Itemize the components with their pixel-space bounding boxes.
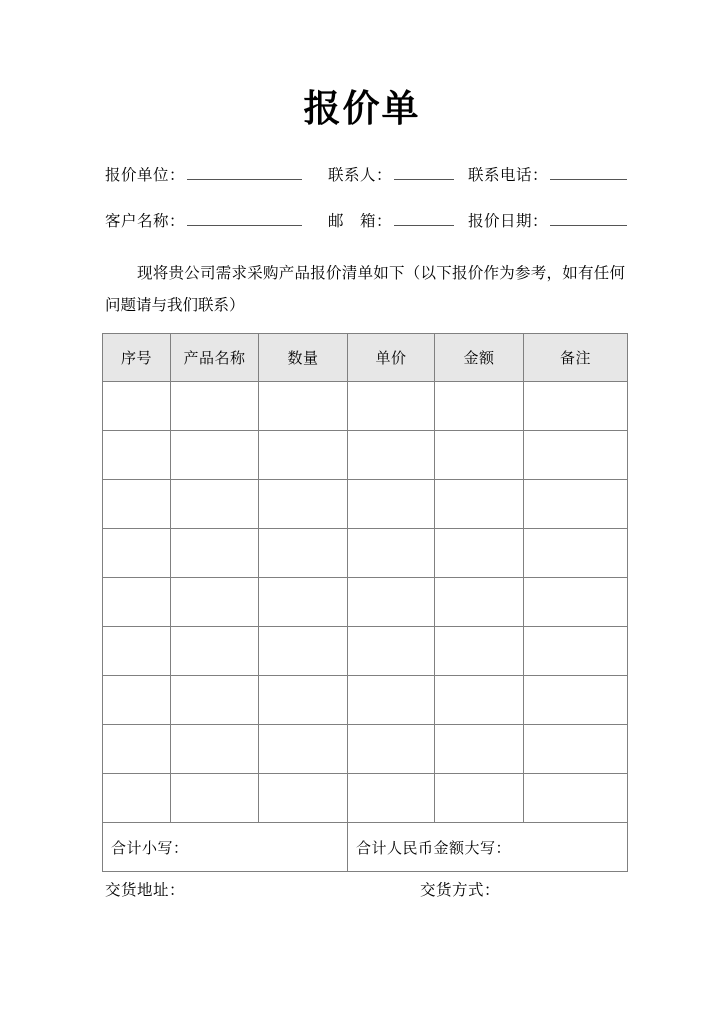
table-cell[interactable] [171,480,259,529]
table-cell[interactable] [348,578,435,627]
field-contact-person-input[interactable] [394,164,454,180]
table-cell[interactable] [435,725,524,774]
table-cell[interactable] [348,627,435,676]
table-cell[interactable] [103,578,171,627]
quotation-table [102,333,628,872]
table-cell[interactable] [171,676,259,725]
table-cell[interactable] [103,529,171,578]
table-cell[interactable] [348,725,435,774]
field-quoting-unit-label: 报价单位： [105,167,186,184]
table-row [103,480,628,529]
table-cell[interactable] [348,529,435,578]
table-cell[interactable] [435,774,524,823]
table-cell[interactable] [435,431,524,480]
table-row [103,676,628,725]
table-cell[interactable] [348,774,435,823]
total-small-amount-cell[interactable]: 合计小写： [103,823,348,872]
delivery-address-label: 交货地址： [105,882,186,899]
table-cell[interactable] [171,774,259,823]
table-cell[interactable] [171,725,259,774]
table-cell[interactable] [435,676,524,725]
table-cell[interactable] [348,431,435,480]
table-cell[interactable] [259,774,348,823]
table-cell[interactable] [259,431,348,480]
table-cell[interactable] [171,578,259,627]
delivery-method-label: 交货方式： [420,882,501,899]
table-cell[interactable] [103,431,171,480]
column-header-amount: 金额 [435,334,524,382]
table-row [103,578,628,627]
table-cell[interactable] [435,529,524,578]
table-cell[interactable] [103,725,171,774]
table-footer [103,823,628,872]
table-cell[interactable] [524,627,628,676]
table-cell[interactable] [103,382,171,431]
field-email-input[interactable] [394,210,454,226]
table-cell[interactable] [171,529,259,578]
column-header-product: 产品名称 [171,334,259,382]
field-quote-date-input[interactable] [550,210,627,226]
field-quoting-unit [105,163,302,185]
field-contact-person [328,163,454,185]
total-row [103,823,628,872]
field-customer-name [105,209,302,231]
table-cell[interactable] [348,382,435,431]
table-cell[interactable] [524,382,628,431]
field-quoting-unit-input[interactable] [187,164,302,180]
table-cell[interactable] [103,627,171,676]
table-row [103,529,628,578]
table-cell[interactable] [259,676,348,725]
column-header-quantity: 数量 [259,334,348,382]
table-cell[interactable] [259,725,348,774]
field-contact-phone-label: 联系电话： [468,167,549,184]
field-email-label: 邮 箱： [328,213,393,230]
table-cell[interactable] [524,774,628,823]
table-cell[interactable] [171,382,259,431]
table-cell[interactable] [259,529,348,578]
table-cell[interactable] [171,627,259,676]
table-body [103,382,628,823]
table-cell[interactable] [435,480,524,529]
table-row [103,431,628,480]
field-customer-name-input[interactable] [187,210,302,226]
column-header-remarks: 备注 [524,334,628,382]
total-capital-amount-cell[interactable]: 合计人民币金额大写： [348,823,628,872]
table-header [103,334,628,382]
table-cell[interactable] [435,627,524,676]
field-quote-date [468,209,627,231]
table-cell[interactable] [435,382,524,431]
column-header-unit-price: 单价 [348,334,435,382]
table-cell[interactable] [348,676,435,725]
field-contact-phone [468,163,627,185]
table-cell[interactable] [524,431,628,480]
table-row [103,382,628,431]
page-title: 报价单 [303,89,421,130]
header-field-row-2 [105,209,629,235]
table-header-row [103,334,628,382]
table-cell[interactable] [259,480,348,529]
column-header-index: 序号 [103,334,171,382]
table-cell[interactable] [259,382,348,431]
table-row [103,774,628,823]
table-cell[interactable] [524,676,628,725]
table-row [103,725,628,774]
field-email [328,209,454,231]
field-quote-date-label: 报价日期： [468,213,549,230]
table-cell[interactable] [524,725,628,774]
table-cell[interactable] [524,578,628,627]
table-cell[interactable] [103,480,171,529]
footer-row [105,878,629,902]
table-cell[interactable] [435,578,524,627]
table-cell[interactable] [524,480,628,529]
table-cell[interactable] [524,529,628,578]
table-cell[interactable] [259,627,348,676]
table-cell[interactable] [259,578,348,627]
table-cell[interactable] [103,676,171,725]
table-cell[interactable] [103,774,171,823]
table-cell[interactable] [348,480,435,529]
field-customer-name-label: 客户名称： [105,213,186,230]
field-contact-person-label: 联系人： [328,167,393,184]
table-cell[interactable] [171,431,259,480]
field-contact-phone-input[interactable] [550,164,627,180]
table-row [103,627,628,676]
header-field-row-1 [105,163,629,189]
intro-paragraph: 现将贵公司需求采购产品报价清单如下（以下报价作为参考，如有任何问题请与我们联系） [105,265,625,314]
